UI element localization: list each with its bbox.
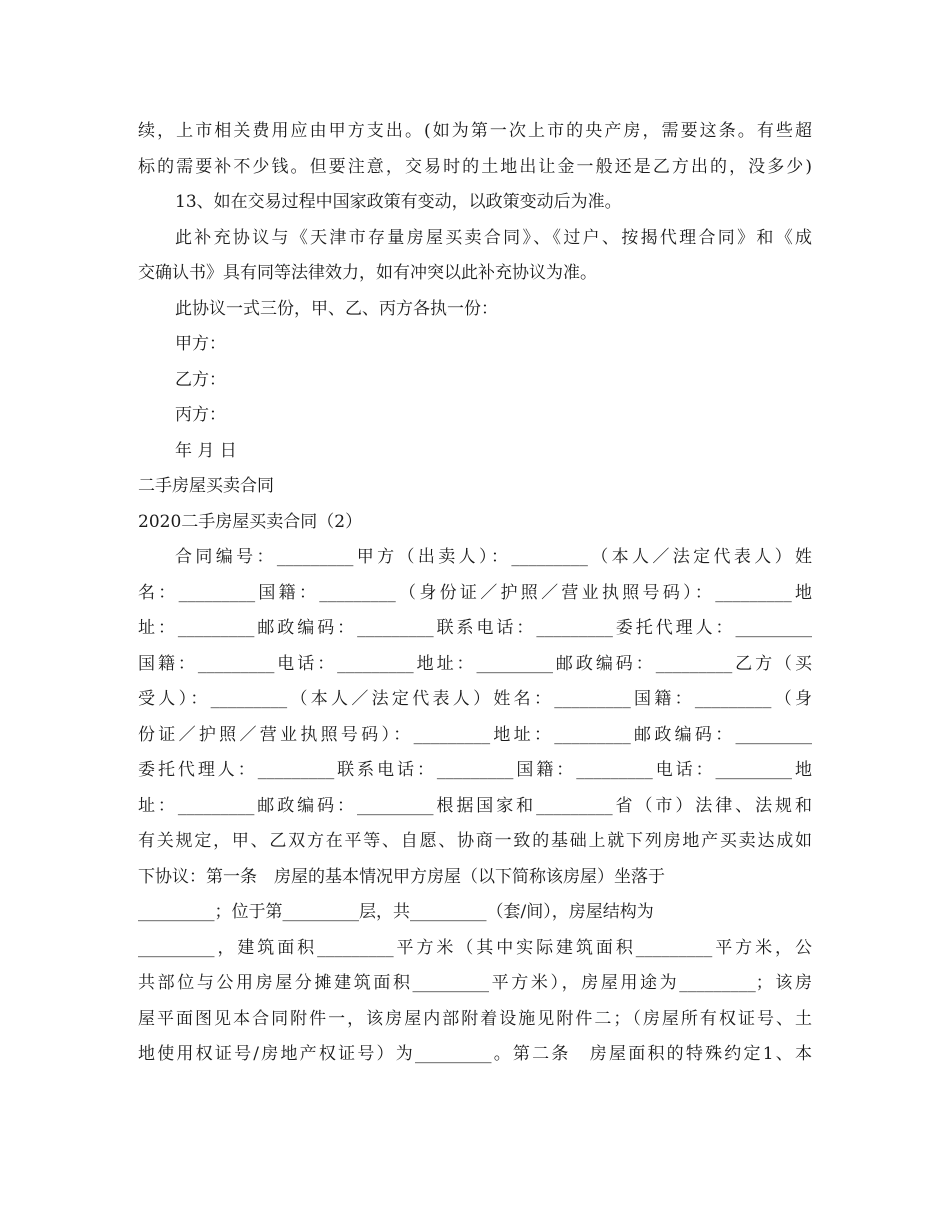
text-line: 标的需要补不少钱。但要注意，交易时的土地出让金一般还是乙方出的，没多少) xyxy=(138,156,812,177)
text-line: 甲方： xyxy=(175,334,226,354)
text-line: 2020二手房屋买卖合同（2） xyxy=(138,511,363,532)
text-line: 委托代理人：_________联系电话：_________国籍：_________电话：_________地 xyxy=(138,760,812,780)
text-line: 有关规定，甲、乙双方在平等、自愿、协商一致的基础上就下列房地产买卖达成如 xyxy=(138,831,812,851)
text-line: 屋平面图见本合同附件一，该房屋内部附着设施见附件二；（房屋所有权证号、土 xyxy=(138,1008,812,1029)
document-body xyxy=(138,114,812,1073)
text-line: 国籍：_________电话：_________地址：_________邮政编码：_________乙方（买 xyxy=(138,653,812,674)
text-line: 续，上市相关费用应由甲方支出。(如为第一次上市的央产房，需要这条。有些超 xyxy=(138,121,812,141)
text-line: 此补充协议与《天津市存量房屋买卖合同》、《过户、按揭代理合同》和《成 xyxy=(175,227,812,248)
text-line: 址：_________邮政编码：_________根据国家和_________省（市）法律、法规和 xyxy=(138,795,812,816)
text-line: 名：_________国籍：_________（身份证／护照／营业执照号码）：_________地 xyxy=(138,582,812,603)
text-line: 二手房屋买卖合同 xyxy=(138,476,274,496)
text-line: 共部位与公用房屋分摊建筑面积_________平方米），房屋用途为_________；该房 xyxy=(138,973,812,993)
text-line: 址：_________邮政编码：_________联系电话：_________委托代理人：_________ xyxy=(138,618,812,638)
text-line: 下协议：第一条 房屋的基本情况甲方房屋（以下简称该房屋）坐落于 xyxy=(138,866,665,887)
text-line: 此协议一式三份，甲、乙、丙方各执一份： xyxy=(175,298,498,319)
text-line: 受人）：_________（本人／法定代表人）姓名：_________国籍：_________（身 xyxy=(138,689,812,709)
text-line: 地使用权证号/房地产权证号）为_________。第二条 房屋面积的特殊约定1、本 xyxy=(138,1044,812,1064)
text-line: _________；位于第_________层，共_________（套/间），房屋结构为 xyxy=(138,902,654,922)
text-line: 乙方： xyxy=(175,369,226,390)
text-line: 13、如在交易过程中国家政策有变动，以政策变动后为准。 xyxy=(175,192,622,212)
text-line: 年 月 日 xyxy=(175,440,237,461)
text-line: 份证／护照／营业执照号码）：_________地址：_________邮政编码：_________ xyxy=(138,724,812,745)
text-line: 交确认书》具有同等法律效力，如有冲突以此补充协议为准。 xyxy=(138,263,597,283)
text-line: _________，建筑面积_________平方米（其中实际建筑面积_________平方米，公 xyxy=(138,937,812,958)
text-line: 合同编号：_________甲方（出卖人）：_________（本人／法定代表人）姓 xyxy=(175,547,812,567)
text-line: 丙方： xyxy=(175,405,226,425)
